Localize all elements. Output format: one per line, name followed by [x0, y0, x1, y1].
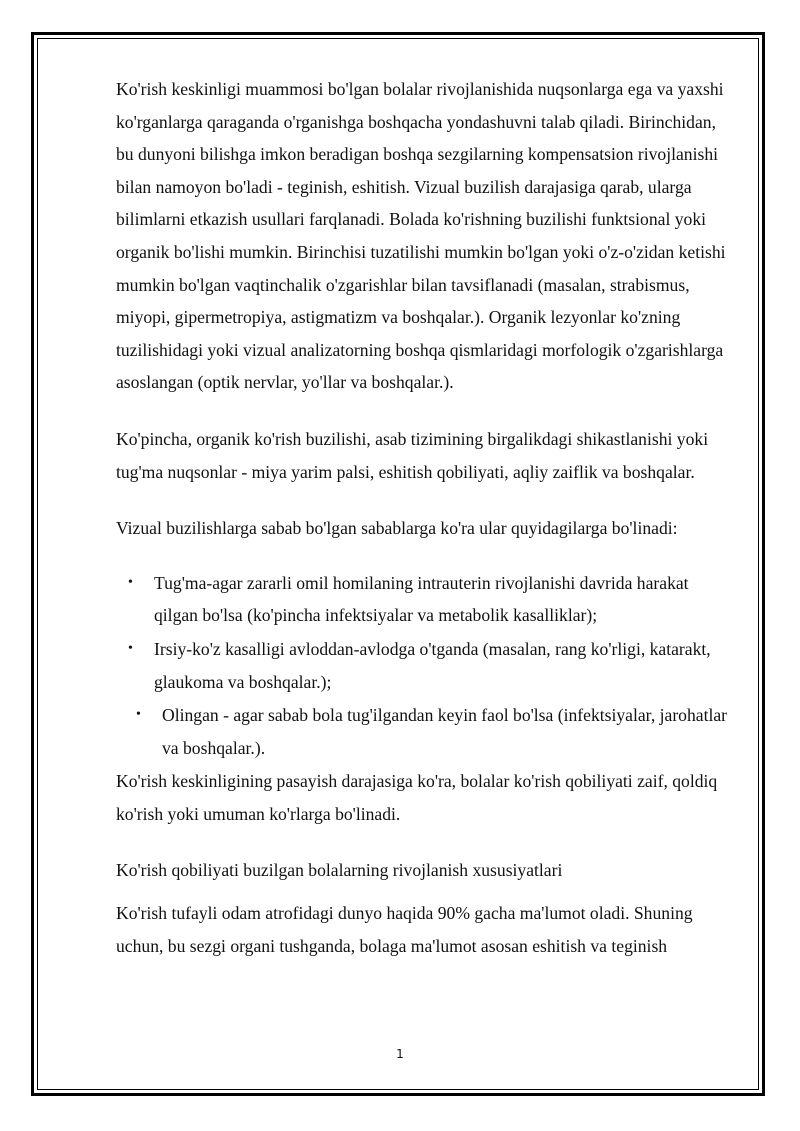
- page-number: 1: [396, 1047, 404, 1061]
- section-heading: Ko'rish qobiliyati buzilgan bolalarning rivojlanish xususiyatlari: [116, 860, 563, 881]
- paragraph-severity: Ko'rish keskinligining pasayish darajasiga ko'ra, bolalar ko'rish qobiliyati zaif, qoldiq ko'rish yoki umuman ko'rlarga bo'linadi.: [116, 771, 718, 824]
- bullet-icon: •: [128, 640, 133, 656]
- bullet-icon: •: [136, 707, 141, 723]
- paragraph-causes-intro: Vizual buzilishlarga sabab bo'lgan sabablarga ko'ra ular quyidagilarga bo'linadi:: [116, 518, 678, 539]
- list-item: [116, 567, 732, 632]
- list-item-text: Olingan - agar sabab bola tug'ilgandan keyin faol bo'lsa (infektsiyalar, jarohatlar va boshqalar.).: [162, 705, 728, 758]
- list-item-text: Irsiy-ko'z kasalligi avloddan-avlodga o'tganda (masalan, rang ko'rligi, katarakt, glaukoma va boshqalar.);: [154, 638, 711, 692]
- paragraph-intro: Ko'rish keskinligi muammosi bo'lgan bolalar rivojlanishida nuqsonlarga ega va yaxshi ko'rganlarga qaraganda o'rganishga boshqacha yondashuvni talab qiladi. Birinchidan, bu dunyoni bilishga imkon beradigan boshqa sezgilarning kompensatsion rivojlanishi bilan namoyon bo'ladi - teginish, eshitish. Vizual buzilish darajasiga qarab, ularga bilimlarni etkazish usullari farqlanadi. Bolada ko'rishning buzilishi funktsional yoki organik bo'lishi mumkin. Birinchisi tuzatilishi mumkin bo'lgan yoki o'z-o'zidan ketishi mumkin bo'lgan vaqtinchalik o'zgarishlar bilan tavsiflanadi (masalan, strabismus, miyopi, gipermetropiya, astigmatizm va boshqalar.). Organik lezyonlar ko'zning tuzilishidagi yoki vizual analizatorning boshqa qismlaridagi morfologik o'zgarishlarga asoslangan (optik nervlar, yo'llar va boshqalar.).: [116, 79, 726, 393]
- list-item-text: Tug'ma-agar zararli omil homilaning intrauterin rivojlanishi davrida harakat qilgan bo'lsa (ko'pincha infektsiyalar va metabolik kasalliklar);: [154, 572, 689, 626]
- list-item: [116, 633, 732, 698]
- paragraph-final: Ko'rish tufayli odam atrofidagi dunyo haqida 90% gacha ma'lumot oladi. Shuning uchun, bu sezgi organi tushganda, bolaga ma'lumot asosan eshitish va teginish: [116, 903, 693, 956]
- paragraph-organic-impairment: Ko'pincha, organik ko'rish buzilishi, asab tizimining birgalikdagi shikastlanishi yoki tug'ma nuqsonlar - miya yarim palsi, eshitish qobiliyati, aqliy zaiflik va boshqalar.: [116, 428, 709, 482]
- bullet-icon: •: [128, 574, 133, 590]
- list-item: [116, 699, 732, 764]
- causes-list: [116, 567, 732, 765]
- document-body: [116, 73, 732, 962]
